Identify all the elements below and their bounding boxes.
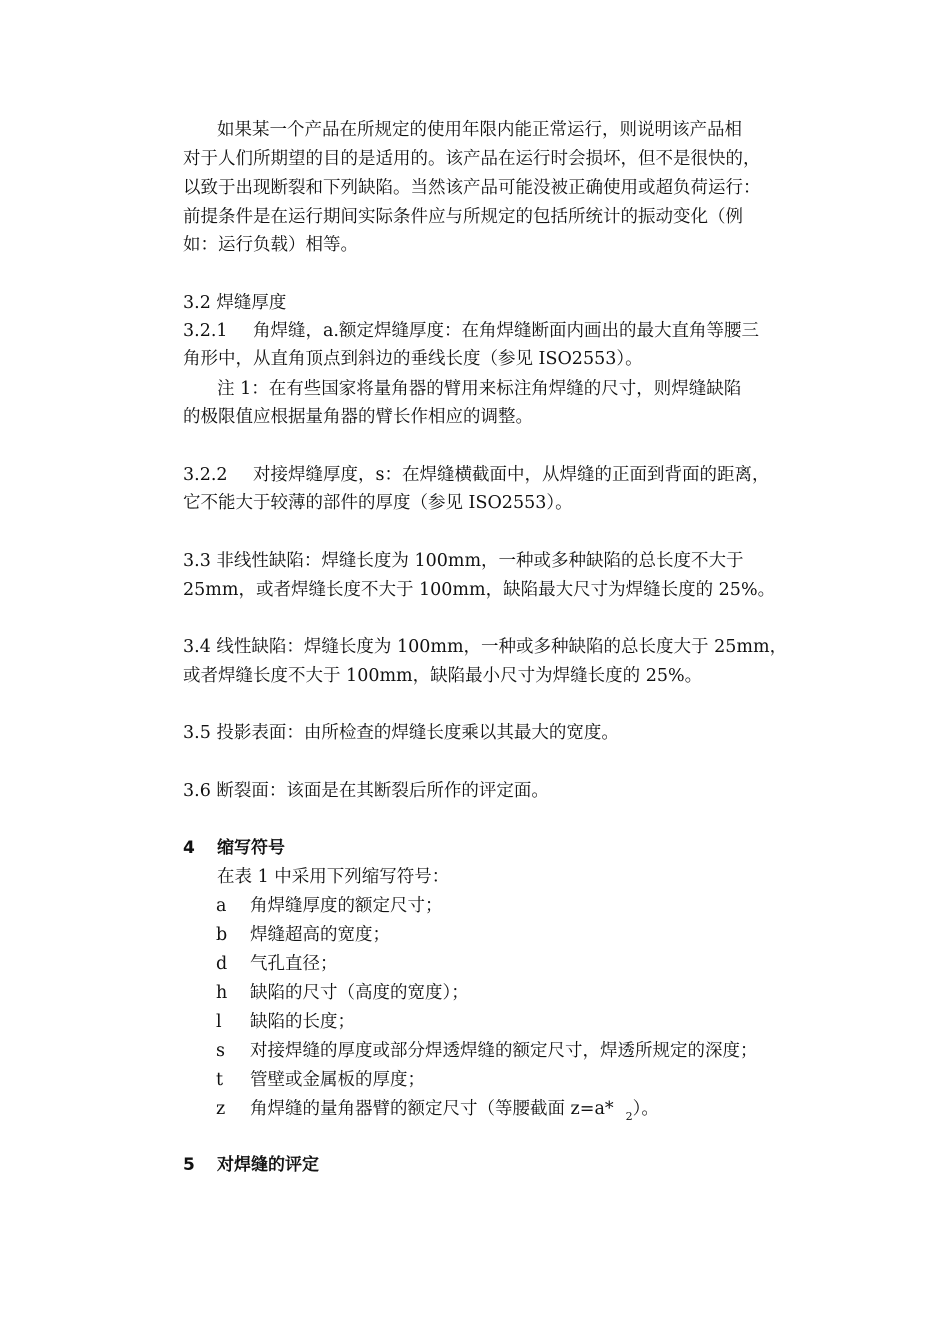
section-3-6: 3.6 断裂面：该面是在其断裂后所作的评定面。 xyxy=(183,781,549,801)
symbol-z-end: ）。 xyxy=(632,1099,659,1119)
section-3-2-title: 3.2 焊缝厚度 xyxy=(183,293,287,313)
section-3-2-1-line-2: 角形中，从直角顶点到斜边的垂线长度（参见 ISO2553）。 xyxy=(183,349,643,369)
symbol-l: l xyxy=(216,1012,222,1032)
section-4-title: 缩写符号 xyxy=(217,838,285,858)
symbol-h-text: 缺陷的尺寸（高度的宽度）； xyxy=(250,983,469,1003)
section-3-3-line-1: 3.3 非线性缺陷：焊缝长度为 100mm，一种或多种缺陷的总长度不大于 xyxy=(183,551,744,571)
section-3-2-2-line-1 xyxy=(183,461,769,490)
symbol-t-text: 管壁或金属板的厚度； xyxy=(250,1070,425,1090)
intro-line-2: 对于人们所期望的目的是适用的。该产品在运行时会损坏，但不是很快的， xyxy=(183,149,761,169)
section-3-3-line-2: 25mm，或者焊缝长度不大于 100mm，缺陷最大尺寸为焊缝长度的 25%。 xyxy=(183,580,776,600)
section-5-title: 对焊缝的评定 xyxy=(217,1155,319,1175)
symbol-a-text: 角焊缝厚度的额定尺寸； xyxy=(250,896,443,916)
section-3-4-line-1: 3.4 线性缺陷：焊缝长度为 100mm，一种或多种缺陷的总长度大于 25mm， xyxy=(183,637,788,657)
note-1-line-1: 注 1：在有些国家将量角器的臂用来标注角焊缝的尺寸，则焊缝缺陷 xyxy=(217,379,742,399)
symbol-l-text: 缺陷的长度； xyxy=(250,1012,355,1032)
symbol-h: h xyxy=(216,983,228,1003)
symbol-s: s xyxy=(216,1041,225,1061)
section-3-2-1-text-1: 角焊缝，a.额定焊缝厚度：在角焊缝断面内画出的最大直角等腰三 xyxy=(253,321,759,341)
symbol-s-text: 对接焊缝的厚度或部分焊透焊缝的额定尺寸，焊透所规定的深度； xyxy=(250,1041,758,1061)
section-5-heading xyxy=(183,1151,319,1180)
section-3-5: 3.5 投影表面：由所检查的焊缝长度乘以其最大的宽度。 xyxy=(183,723,619,743)
section-4-heading xyxy=(183,834,285,863)
section-4-number: 4 xyxy=(183,838,195,858)
symbol-a: a xyxy=(216,896,227,916)
symbol-b: b xyxy=(216,925,228,945)
symbol-d-text: 气孔直径； xyxy=(250,954,338,974)
note-1-line-2: 的极限值应根据量角器的臂长作相应的调整。 xyxy=(183,407,533,427)
symbol-z-text: 角焊缝的量角器臂的额定尺寸（等腰截面 z=a* xyxy=(250,1099,614,1119)
section-3-2-1-line-1 xyxy=(183,317,759,346)
section-3-2-2-number: 3.2.2 xyxy=(183,465,228,485)
symbol-z-line xyxy=(250,1095,659,1131)
symbol-z: z xyxy=(216,1099,226,1119)
section-4-intro: 在表 1 中采用下列缩写符号： xyxy=(217,867,450,887)
intro-line-3: 以致于出现断裂和下列缺陷。当然该产品可能没被正确使用或超负荷运行： xyxy=(183,178,761,198)
symbol-z-subscript: 2 xyxy=(625,1110,633,1123)
symbol-b-text: 焊缝超高的宽度； xyxy=(250,925,390,945)
symbol-t: t xyxy=(216,1070,224,1090)
intro-line-1: 如果某一个产品在所规定的使用年限内能正常运行，则说明该产品相 xyxy=(217,120,742,140)
section-3-2-2-text-1: 对接焊缝厚度，s：在焊缝横截面中，从焊缝的正面到背面的距离， xyxy=(253,465,770,485)
intro-line-4: 前提条件是在运行期间实际条件应与所规定的包括所统计的振动变化（例 xyxy=(183,207,743,227)
section-5-number: 5 xyxy=(183,1155,195,1175)
intro-line-5: 如：运行负载）相等。 xyxy=(183,235,358,255)
section-3-2-1-number: 3.2.1 xyxy=(183,321,228,341)
symbol-d: d xyxy=(216,954,228,974)
section-3-2-2-line-2: 它不能大于较薄的部件的厚度（参见 ISO2553）。 xyxy=(183,493,573,513)
section-3-4-line-2: 或者焊缝长度不大于 100mm，缺陷最小尺寸为焊缝长度的 25%。 xyxy=(183,666,703,686)
